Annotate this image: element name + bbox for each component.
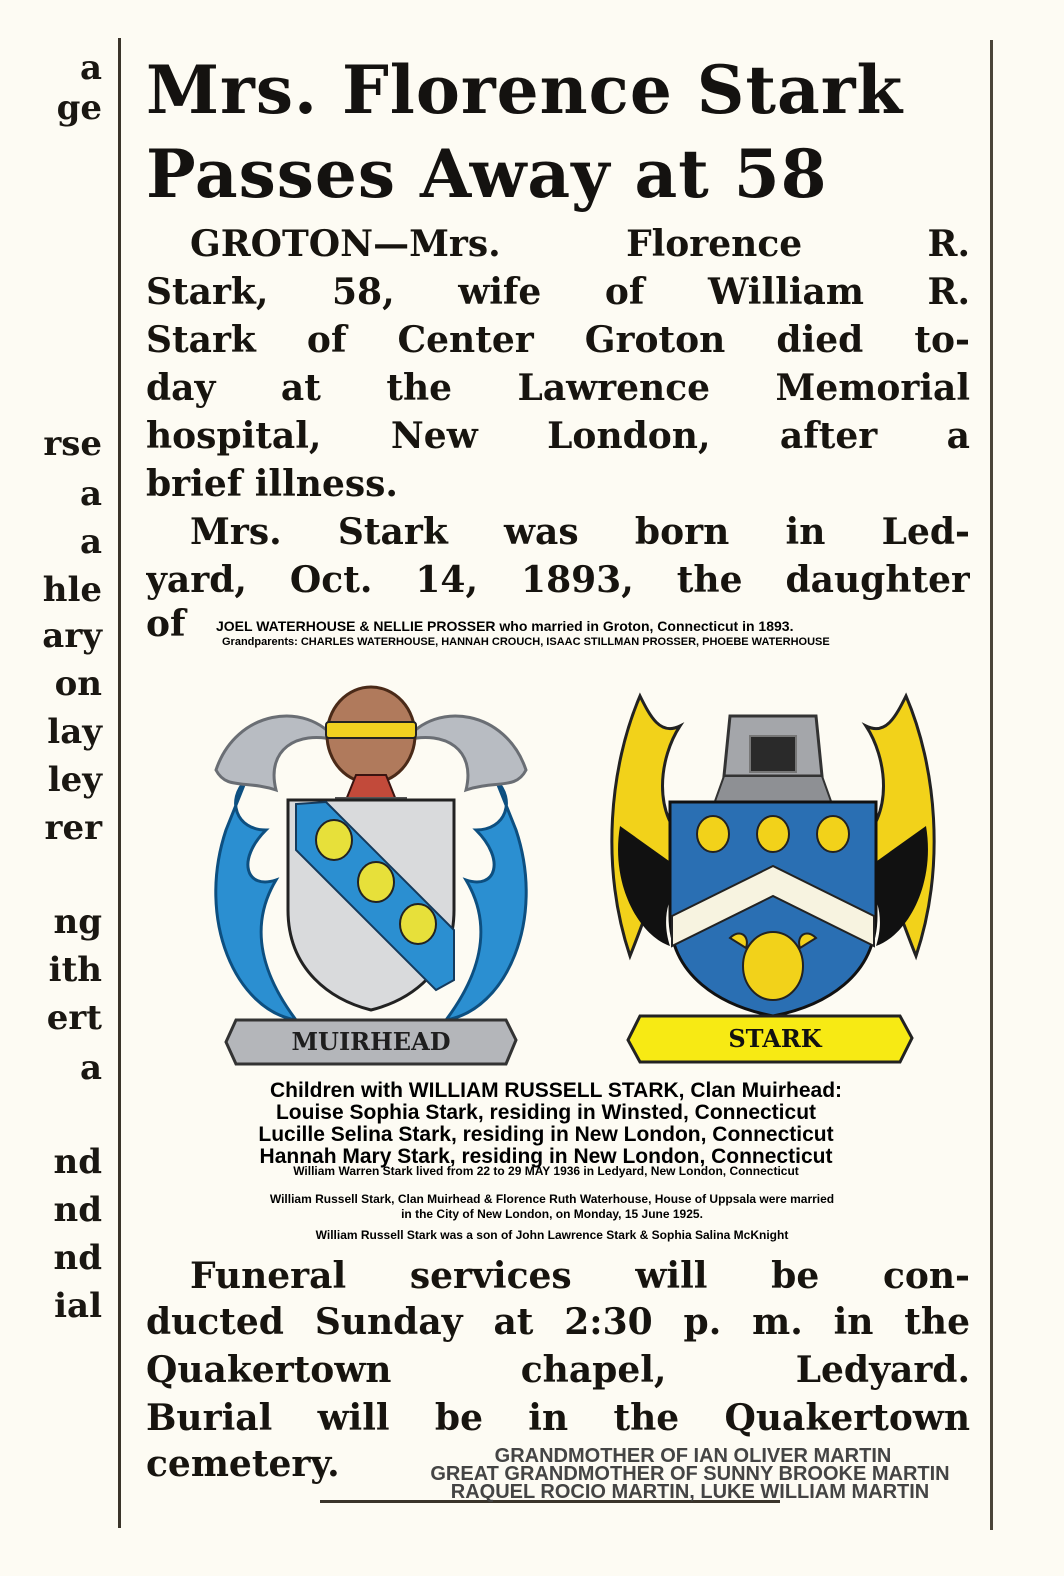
marriage-note: in the City of New London, on Monday, 15 June 1925. xyxy=(401,1207,703,1221)
body-line: Stark of Center Groton died to- xyxy=(146,319,970,361)
column-rule-right xyxy=(990,40,993,1530)
left-fragment: ert xyxy=(46,998,102,1038)
left-fragment: a xyxy=(79,1048,102,1088)
body-line: hospital, New London, after a xyxy=(146,415,970,457)
marriage-note: William Russell Stark, Clan Muirhead & Florence Ruth Waterhouse, House of Uppsala were married xyxy=(269,1192,835,1206)
left-fragment: ge xyxy=(56,88,102,128)
headline-line-2: Passes Away at 58 xyxy=(146,135,828,213)
column-rule-left xyxy=(118,38,121,1528)
left-fragment: nd xyxy=(53,1142,102,1182)
descendants-note: GREAT GRANDMOTHER OF SUNNY BROOKE MARTIN xyxy=(430,1463,950,1485)
body-line: GROTON—Mrs. Florence R. xyxy=(190,223,970,265)
descendants-note: RAQUEL ROCIO MARTIN, LUKE WILLIAM MARTIN xyxy=(450,1481,930,1503)
left-fragment: nd xyxy=(53,1190,102,1230)
body-line: brief illness. xyxy=(146,463,398,505)
parentage-note: William Russell Stark was a son of John Lawrence Stark & Sophia Salina McKnight xyxy=(315,1228,789,1242)
muirhead-crest xyxy=(206,680,536,1070)
child-note: Hannah Mary Stark, residing in New London, Connecticut xyxy=(259,1145,833,1168)
body-line: Mrs. Stark was born in Led- xyxy=(190,511,970,553)
left-fragment: nd xyxy=(53,1238,102,1278)
left-fragment: on xyxy=(54,664,102,704)
body-line: ducted Sunday at 2:30 p. m. in the xyxy=(146,1301,970,1343)
children-heading: Children with WILLIAM RUSSELL STARK, Clan Muirhead: xyxy=(269,1079,843,1102)
left-fragment: a xyxy=(79,474,102,514)
left-fragment: rse xyxy=(43,424,102,464)
muirhead-label: MUIRHEAD xyxy=(291,1027,451,1056)
body-line: day at the Lawrence Memorial xyxy=(146,367,970,409)
left-fragment: lay xyxy=(47,712,102,752)
son-note: William Warren Stark lived from 22 to 29 MAY 1936 in Ledyard, New London, Connecticut xyxy=(293,1164,799,1178)
body-line: yard, Oct. 14, 1893, the daughter xyxy=(146,559,970,601)
parents-note: JOEL WATERHOUSE & NELLIE PROSSER who married in Groton, Connecticut in 1893. xyxy=(216,618,794,634)
stark-crest xyxy=(600,666,946,1066)
left-fragment: ary xyxy=(42,616,102,656)
body-line: Funeral services will be con- xyxy=(190,1255,970,1297)
body-line: cemetery. xyxy=(146,1443,340,1485)
left-fragment: rer xyxy=(44,808,102,848)
stark-label: STARK xyxy=(728,1024,822,1053)
left-fragment: ial xyxy=(54,1286,102,1326)
headline-line-1: Mrs. Florence Stark xyxy=(146,51,904,129)
left-fragment: a xyxy=(79,522,102,562)
grandparents-note: Grandparents: CHARLES WATERHOUSE, HANNAH CROUCH, ISAAC STILLMAN PROSSER, PHOEBE WATERHOUSE xyxy=(222,636,830,648)
child-note: Louise Sophia Stark, residing in Winsted, Connecticut xyxy=(275,1101,817,1124)
body-line: of xyxy=(146,603,186,645)
body-line: Quakertown chapel, Ledyard. xyxy=(146,1349,970,1391)
body-line: Stark, 58, wife of William R. xyxy=(146,271,970,313)
left-fragment: ith xyxy=(48,950,102,990)
left-fragment: ng xyxy=(53,902,102,942)
left-fragment: a xyxy=(79,48,102,88)
descendants-note: GRANDMOTHER OF IAN OLIVER MARTIN xyxy=(494,1445,892,1467)
left-fragment: ley xyxy=(47,760,102,800)
body-line: Burial will be in the Quakertown xyxy=(146,1397,970,1439)
child-note: Lucille Selina Stark, residing in New London, Connecticut xyxy=(258,1123,834,1146)
left-fragment: hle xyxy=(42,570,102,610)
